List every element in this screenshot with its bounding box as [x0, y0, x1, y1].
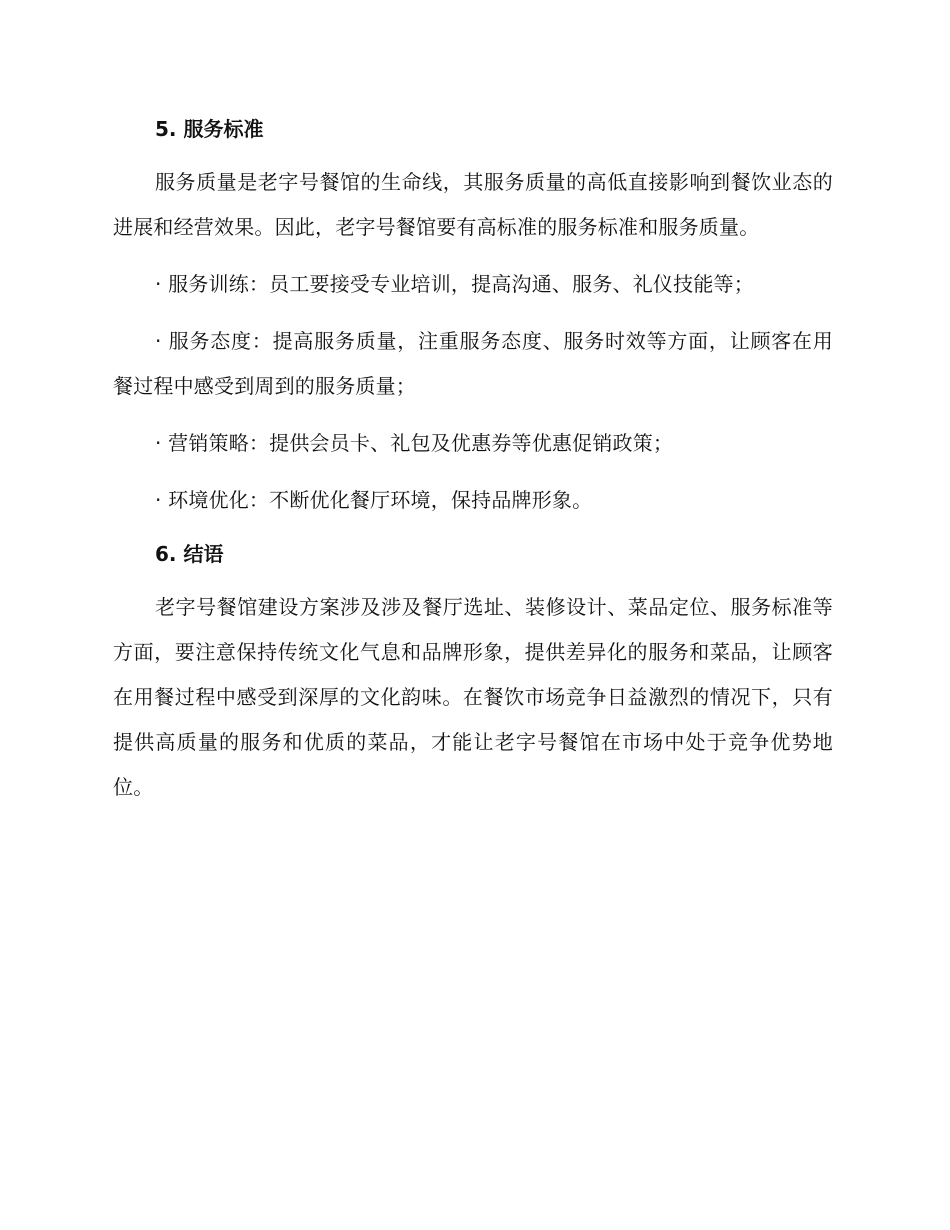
section-5-intro: 服务质量是老字号餐馆的生命线，其服务质量的高低直接影响到餐饮业态的进展和经营效果。因此，老字号餐馆要有高标准的服务标准和服务质量。	[113, 170, 833, 239]
section-6-body: 老字号餐馆建设方案涉及涉及餐厅选址、装修设计、菜品定位、服务标准等方面，要注意保持传统文化气息和品牌形象，提供差异化的服务和菜品，让顾客在用餐过程中感受到深厚的文化韵味。在餐饮市场竞争日益激烈的情况下，只有提供高质量的服务和优质的菜品，才能让老字号餐馆在市场中处于竞争优势地位。	[113, 595, 833, 799]
bullet-service-training: · 服务训练：员工要接受专业培训，提高沟通、服务、礼仪技能等；	[155, 272, 754, 296]
section-6-heading: 6. 结语	[155, 542, 224, 566]
bullet-marketing-strategy: · 营销策略：提供会员卡、礼包及优惠券等优惠促销政策；	[155, 431, 674, 455]
bullet-environment-optimization: · 环境优化：不断优化餐厅环境，保持品牌形象。	[155, 488, 593, 512]
section-5-heading: 5. 服务标准	[155, 117, 264, 141]
document-page	[113, 110, 833, 810]
bullet-service-attitude: · 服务态度：提高服务质量，注重服务态度、服务时效等方面，让顾客在用餐过程中感受到周到的服务质量；	[113, 329, 833, 398]
